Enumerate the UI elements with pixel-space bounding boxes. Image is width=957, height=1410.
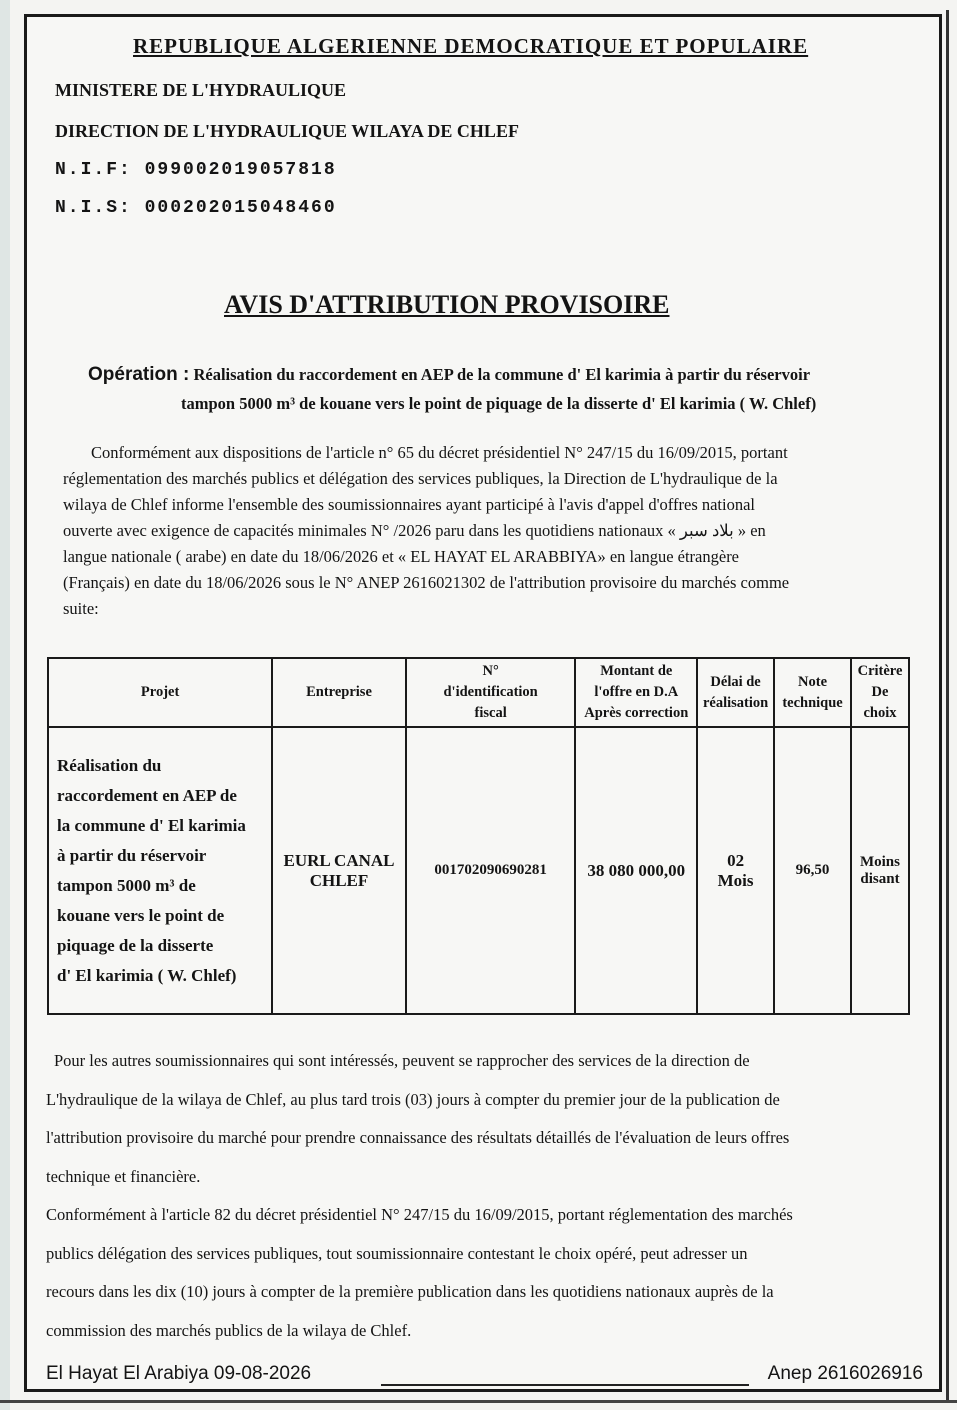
operation-line-2: tampon 5000 m³ de kouane vers le point de piquage de la disserte d' El karimia ( W. Chlef) bbox=[181, 394, 817, 413]
operation-label: Opération : bbox=[88, 364, 190, 385]
intro-line: langue nationale ( arabe) en date du 18/06/2026 et « EL HAYAT EL ARABBIYA» en langue étrangère bbox=[63, 547, 740, 566]
page-border-bottom bbox=[0, 1400, 957, 1403]
nis-line: N.I.S: 000202015048460 bbox=[55, 198, 337, 218]
cell-montant: 38 080 000,00 bbox=[575, 727, 697, 1014]
header-entreprise: Entreprise bbox=[272, 658, 406, 727]
notice-title: AVIS D'ATTRIBUTION PROVISOIRE bbox=[224, 290, 670, 319]
closing-line: Conformément à l'article 82 du décret présidentiel N° 247/15 du 16/09/2015, portant réglementation des marchés bbox=[46, 1205, 793, 1224]
intro-line: ouverte avec exigence de capacités minimales N° /2026 paru dans les quotidiens nationaux « بلاد سبر » en bbox=[63, 521, 766, 540]
intro-line: suite: bbox=[63, 599, 99, 618]
cell-entreprise: EURL CANAL CHLEF bbox=[272, 727, 406, 1014]
direction-line: DIRECTION DE L'HYDRAULIQUE WILAYA DE CHLEF bbox=[55, 121, 519, 141]
footer-publication: El Hayat El Arabiya 09-08-2026 bbox=[46, 1363, 312, 1384]
intro-line: Conformément aux dispositions de l'article n° 65 du décret présidentiel N° 247/15 du 16/09/2015, portant bbox=[91, 443, 788, 462]
cell-note: 96,50 bbox=[774, 727, 851, 1014]
cell-projet: Réalisation du raccordement en AEP de la commune d' El karimia à partir du réservoir tampon 5000 m³ de kouane vers le point de piquage de la disserte d' El karimia ( W. Chlef) bbox=[48, 727, 272, 1014]
cell-delai: 02 Mois bbox=[697, 727, 774, 1014]
table-row bbox=[48, 727, 909, 1014]
operation-text-1: Réalisation du raccordement en AEP de la commune d' El karimia à partir du réservoir bbox=[193, 365, 811, 384]
cell-critere: Moins disant bbox=[851, 727, 909, 1014]
header-critere: Critère De choix bbox=[851, 658, 909, 727]
footer-anep: Anep 2616026916 bbox=[767, 1363, 923, 1384]
republic-heading: REPUBLIQUE ALGERIENNE DEMOCRATIQUE ET POPULAIRE bbox=[133, 34, 809, 58]
closing-line: l'attribution provisoire du marché pour prendre connaissance des résultats détaillés de l'évaluation de leurs offres bbox=[46, 1128, 790, 1147]
closing-line: commission des marchés publics de la wilaya de Chlef. bbox=[46, 1320, 412, 1340]
closing-line: technique et financière. bbox=[46, 1166, 201, 1186]
page-edge bbox=[0, 0, 10, 1410]
closing-line: Pour les autres soumissionnaires qui sont intéressés, peuvent se rapprocher des services de la direction de bbox=[54, 1051, 750, 1070]
intro-line: wilaya de Chlef informe l'ensemble des soumissionnaires ayant participé à l'avis d'appel d'offres national bbox=[63, 495, 756, 514]
operation-line-1 bbox=[88, 364, 810, 386]
header-delai: Délai de réalisation bbox=[697, 658, 774, 727]
header-montant: Montant de l'offre en D.A Après correction bbox=[575, 658, 697, 727]
footer-rule bbox=[381, 1384, 749, 1386]
header-note: Note technique bbox=[774, 658, 851, 727]
closing-line: publics délégation des services publiques, tout soumissionnaire contestant le choix opéré, peut adresser un bbox=[46, 1243, 748, 1263]
table-header-row bbox=[48, 658, 909, 727]
cell-nif: 001702090690281 bbox=[406, 727, 576, 1014]
closing-paragraph bbox=[46, 1042, 912, 1350]
intro-line: réglementation des marchés publics et délégation des services publiques, la Direction de L'hydraulique de la bbox=[63, 469, 778, 488]
closing-line: recours dans les dix (10) jours à compter de la première publication dans les quotidiens nationaux auprès de la bbox=[46, 1282, 774, 1301]
ministry-line: MINISTERE DE L'HYDRAULIQUE bbox=[55, 80, 347, 100]
intro-paragraph bbox=[63, 440, 911, 622]
header-nif: N° d'identification fiscal bbox=[406, 658, 576, 727]
header-projet: Projet bbox=[48, 658, 272, 727]
intro-line: (Français) en date du 18/06/2026 sous le N° ANEP 2616021302 de l'attribution provisoire du marchés comme bbox=[63, 573, 790, 592]
closing-line: L'hydraulique de la wilaya de Chlef, au plus tard trois (03) jours à compter du premier jour de la publication de bbox=[46, 1089, 780, 1109]
page-border-right bbox=[946, 10, 949, 1400]
attribution-table bbox=[47, 657, 910, 1015]
nif-line: N.I.F: 099002019057818 bbox=[55, 160, 337, 180]
